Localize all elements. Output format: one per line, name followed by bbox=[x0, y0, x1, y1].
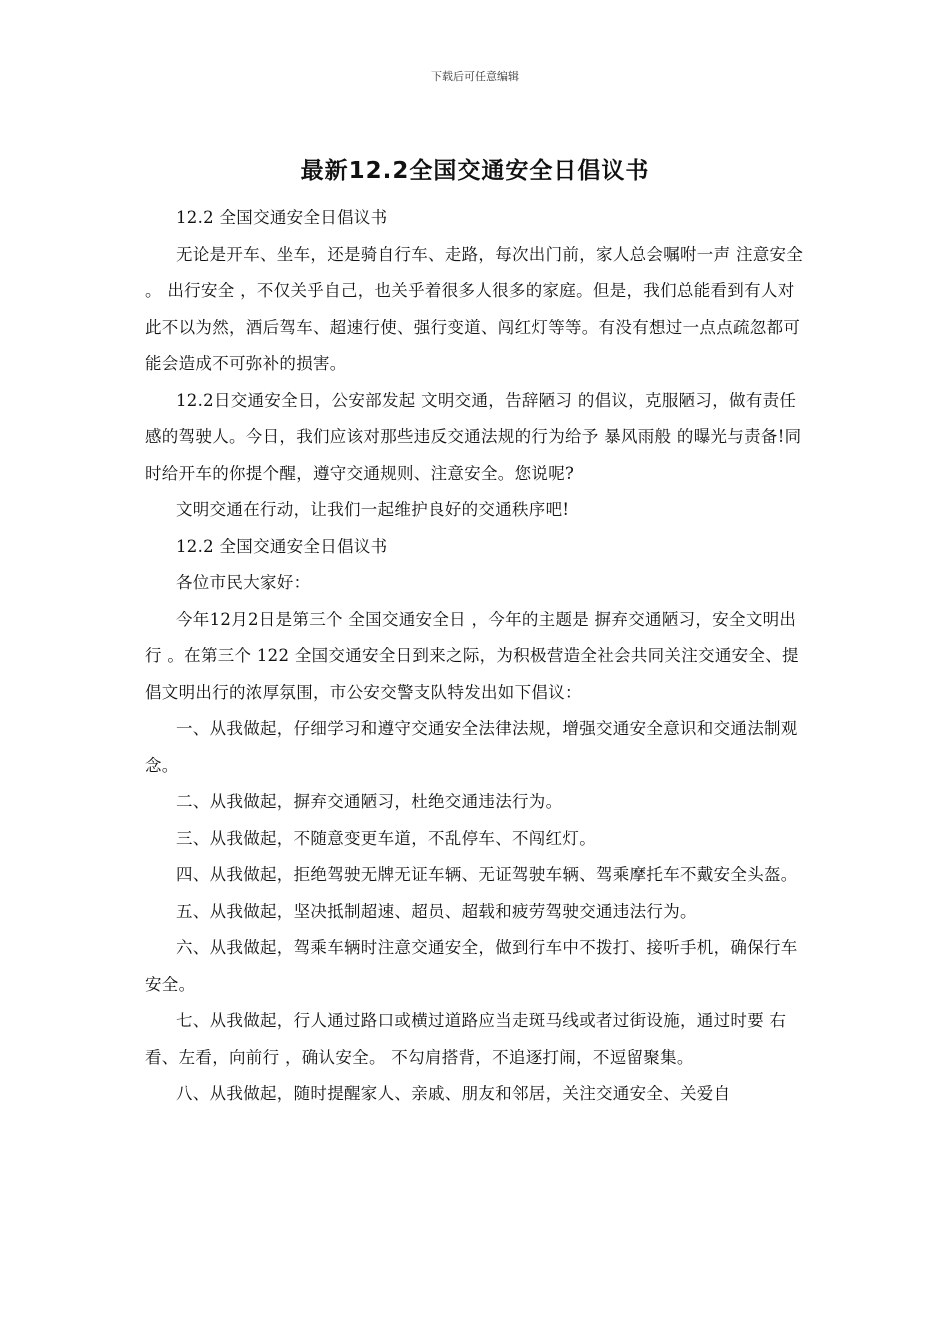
paragraph: 四、从我做起，拒绝驾驶无牌无证车辆、无证驾驶车辆、驾乘摩托车不戴安全头盔。 bbox=[176, 865, 798, 884]
paragraph: 12.2 全国交通安全日倡议书 bbox=[176, 536, 388, 556]
paragraph: 12.2 全国交通安全日倡议书 bbox=[176, 208, 388, 227]
paragraph: 三、从我做起，不随意变更车道，不乱停车、不闯红灯。 bbox=[176, 828, 596, 848]
paragraph: 文明交通在行动，让我们一起维护良好的交通秩序吧! bbox=[176, 500, 570, 519]
paragraph: 六、从我做起，驾乘车辆时注意交通安全，做到行车中不拨打、接听手机，确保行车安全。 bbox=[145, 938, 798, 994]
paragraph: 五、从我做起，坚决抵制超速、超员、超载和疲劳驾驶交通违法行为。 bbox=[176, 901, 697, 921]
page-title: 最新12.2全国交通安全日倡议书 bbox=[300, 158, 650, 184]
paragraph: 无论是开车、坐车，还是骑自行车、走路，每次出门前，家人总会嘱咐一声 注意安全 。 出行安全 ，不仅关乎自己，也关乎着很多人很多的家庭。但是，我们总能看到有人对此不以为然，酒后驾车、超速行使、强行变道、闯红灯等等。有没有想过一点点疏忽都可能会造成不可弥补的损害。 bbox=[145, 244, 804, 373]
paragraph: 一、从我做起，仔细学习和遵守交通安全法律法规，增强交通安全意识和交通法制观念。 bbox=[145, 719, 798, 775]
page-header-note: 下载后可任意编辑 bbox=[431, 70, 519, 83]
paragraph: 今年12月2日是第三个 全国交通安全日 ，今年的主题是 摒弃交通陋习，安全文明出行 。在第三个 122 全国交通安全日到来之际，为积极营造全社会共同关注交通安全、提倡文明出行的浓厚氛围，市公安交警支队特发出如下倡议： bbox=[145, 609, 799, 702]
paragraph: 二、从我做起，摒弃交通陋习，杜绝交通违法行为。 bbox=[176, 792, 563, 811]
paragraph: 12.2日交通安全日，公安部发起 文明交通，告辞陋习 的倡议，克服陋习，做有责任感的驾驶人。今日，我们应该对那些违反交通法规的行为给予 暴风雨般 的曝光与责备!同时给开车的你提个醒，遵守交通规则、注意安全。您说呢? bbox=[145, 390, 802, 483]
paragraph: 各位市民大家好： bbox=[176, 573, 311, 592]
paragraph: 八、从我做起，随时提醒家人、亲戚、朋友和邻居，关注交通安全、关爱自 bbox=[176, 1084, 731, 1103]
document-body bbox=[145, 200, 809, 1113]
paragraph: 七、从我做起，行人通过路口或横过道路应当走斑马线或者过街设施，通过时要 右看、左看，向前行 ，确认安全。 不勾肩搭背，不追逐打闹，不逗留聚集。 bbox=[145, 1011, 787, 1067]
